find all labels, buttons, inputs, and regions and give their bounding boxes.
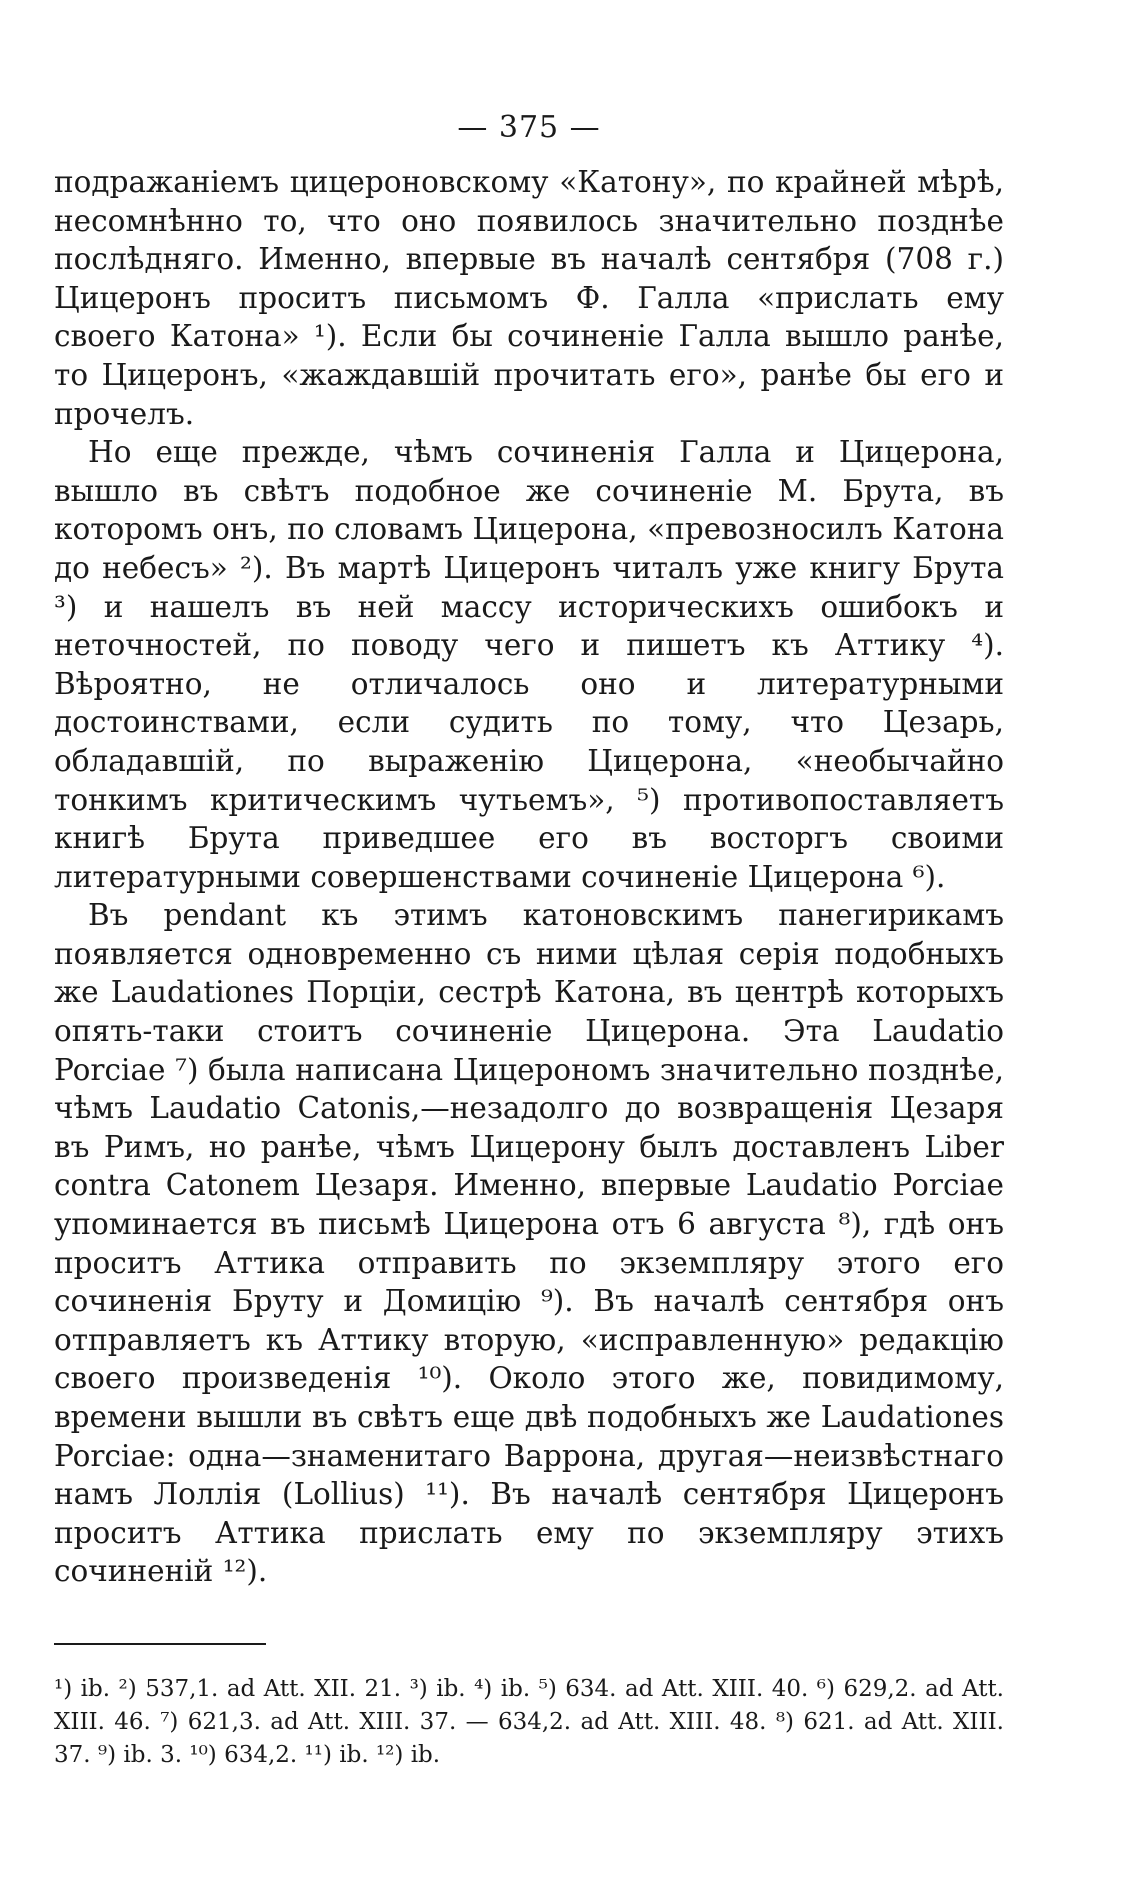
footnote-divider: [54, 1643, 266, 1645]
page-number: — 375 —: [457, 110, 601, 145]
book-page: [54, 110, 1004, 1772]
paragraph-3: Въ pendant къ этимъ катоновскимъ панегирикамъ появляется одновременно съ ними цѣлая серія подобныхъ же Laudationes Порціи, сестрѣ Катона, въ центрѣ которыхъ опять-таки стоитъ сочиненіе Цицерона. Эта Laudatio Porciae ⁷) была написана Цицерономъ значительно позднѣе, чѣмъ Laudatio Catonis,—незадолго до возвращенія Цезаря въ Римъ, но ранѣе, чѣмъ Цицерону былъ доставленъ Liber contra Catonem Цезаря. Именно, впервые Laudatio Porciae упоминается въ письмѣ Цицерона отъ 6 августа ⁸), гдѣ онъ проситъ Аттика отправить по экземпляру этого его сочиненія Бруту и Домицію ⁹). Въ началѣ сентября онъ отправляетъ къ Аттику вторую, «исправленную» редакцію своего произведенія ¹⁰). Около этого же, повидимому, времени вышли въ свѣтъ еще двѣ подобныхъ же Laudationes Porciae: одна—знаменитаго Варрона, другая—неизвѣстнаго намъ Лоллія (Lollius) ¹¹). Въ началѣ сентября Цицеронъ проситъ Аттика прислать ему по экземпляру этихъ сочиненій ¹²).: [54, 898, 1004, 1589]
paragraph-1: подражаніемъ цицероновскому «Катону», по крайней мѣрѣ, несомнѣнно то, что оно появилось значительно позднѣе послѣдняго. Именно, впервые въ началѣ сентября (708 г.) Цицеронъ проситъ письмомъ Ф. Галла «прислать ему своего Катона» ¹). Если бы сочиненіе Галла вышло ранѣе, то Цицеронъ, «жаждавшій прочитать его», ранѣе бы его и прочелъ.: [54, 165, 1004, 431]
paragraph-2: Но еще прежде, чѣмъ сочиненія Галла и Цицерона, вышло въ свѣтъ подобное же сочиненіе М. Брута, въ которомъ онъ, по словамъ Цицерона, «превозносилъ Катона до небесъ» ²). Въ мартѣ Цицеронъ читалъ уже книгу Брута ³) и нашелъ въ ней массу историческихъ ошибокъ и неточностей, по поводу чего и пишетъ къ Аттику ⁴). Вѣроятно, не отличалось оно и литературными достоинствами, если судить по тому, что Цезарь, обладавшій, по выраженію Цицерона, «необычайно тонкимъ критическимъ чутьемъ», ⁵) противопоставляетъ книгѣ Брута приведшее его въ восторгъ своими литературными совершенствами сочиненіе Цицерона ⁶).: [54, 435, 1004, 894]
footnotes: ¹) ib. ²) 537,1. ad Att. XII. 21. ³) ib. ⁴) ib. ⁵) 634. ad Att. XIII. 40. ⁶) 629,2. ad Att. XIII. 46. ⁷) 621,3. ad Att. XIII. 37. — 634,2. ad Att. XIII. 48. ⁸) 621. ad Att. XIII. 37. ⁹) ib. 3. ¹⁰) 634,2. ¹¹) ib. ¹²) ib.: [54, 1675, 1004, 1768]
